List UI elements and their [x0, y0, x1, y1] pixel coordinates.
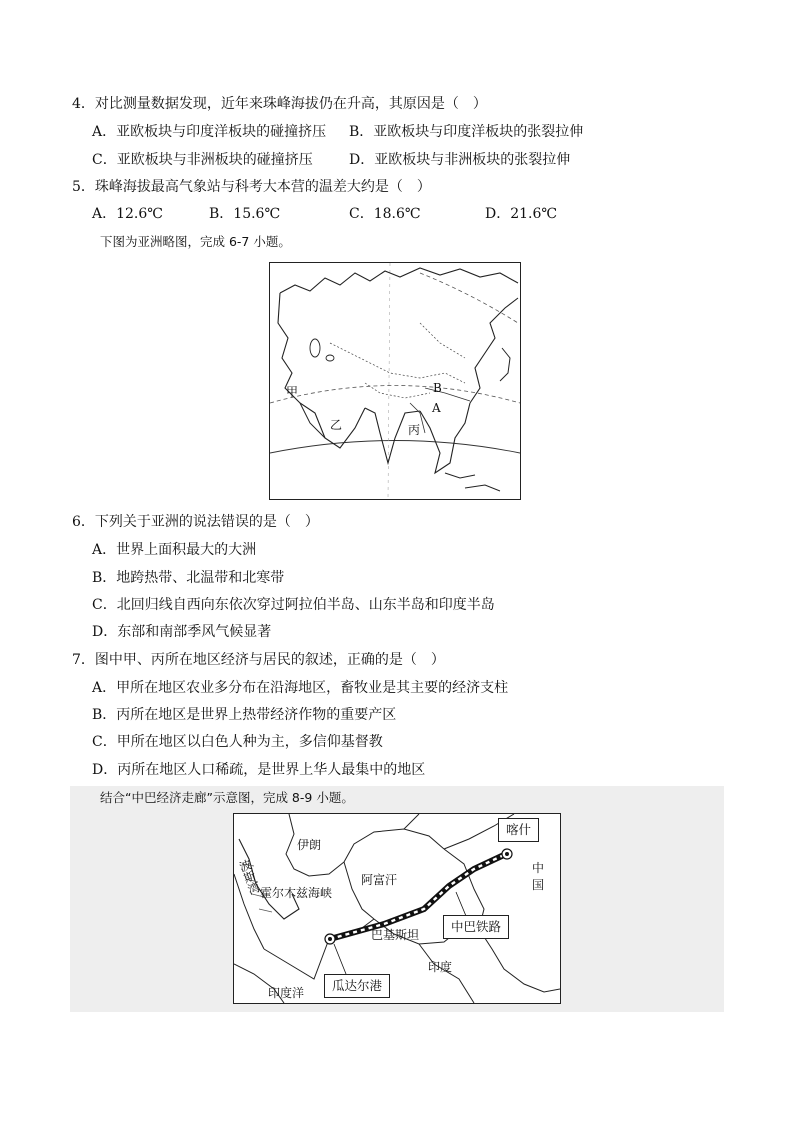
question-5-option-a: A．12.6℃ — [92, 206, 163, 222]
asia-map — [269, 262, 521, 500]
map-label-indian-ocean: 印度洋 — [268, 986, 305, 1000]
question-6-option-a: A．世界上面积最大的大洲 — [92, 542, 257, 558]
section-intro-asia: 下图为亚洲略图，完成 6-7 小题。 — [100, 234, 291, 249]
map-label-china-2: 国 — [532, 878, 545, 892]
map-label-gwadar: 瓜达尔港 — [324, 974, 390, 998]
asia-map-label-a: A — [432, 401, 441, 415]
asia-map-drawing — [270, 263, 520, 499]
corridor-map-drawing — [234, 814, 560, 1003]
map-label-persian-gulf: 波斯湾 — [236, 857, 262, 897]
question-6-option-c: C．北回归线自西向东依次穿过阿拉伯半岛、山东半岛和印度半岛 — [92, 597, 495, 613]
map-label-iran: 伊朗 — [297, 838, 322, 852]
asia-map-label-b: B — [433, 381, 442, 395]
question-5-option-d: D．21.6℃ — [485, 206, 558, 222]
question-6-option-b: B．地跨热带、北温带和北寒带 — [92, 570, 285, 586]
question-7-stem: 7．图中甲、丙所在地区经济与居民的叙述，正确的是（ ） — [72, 652, 445, 668]
map-label-afghanistan: 阿富汗 — [361, 873, 398, 887]
asia-map-label-jia: 甲 — [286, 385, 299, 399]
question-6-option-d: D．东部和南部季风气候显著 — [92, 624, 272, 640]
question-7-option-b: B．丙所在地区是世界上热带经济作物的重要产区 — [92, 707, 397, 723]
map-label-kashgar: 喀什 — [498, 818, 539, 842]
map-label-pakistan: 巴基斯坦 — [371, 928, 420, 942]
asia-map-label-yi: 乙 — [330, 418, 343, 432]
question-5-stem: 5．珠峰海拔最高气象站与科考大本营的温差大约是（ ） — [72, 179, 431, 195]
question-7-option-c: C．甲所在地区以白色人种为主，多信仰基督教 — [92, 734, 383, 750]
map-label-china-1: 中 — [532, 861, 545, 875]
question-7-option-d: D．丙所在地区人口稀疏，是世界上华人最集中的地区 — [92, 762, 426, 778]
asia-map-label-bing: 丙 — [408, 423, 421, 437]
question-4-option-a: A．亚欧板块与印度洋板块的碰撞挤压 — [92, 124, 327, 140]
question-4-option-b: B．亚欧板块与印度洋板块的张裂拉伸 — [349, 124, 584, 140]
map-label-railway: 中巴铁路 — [443, 915, 509, 939]
section-intro-corridor: 结合“中巴经济走廊”示意图，完成 8-9 小题。 — [100, 790, 354, 805]
map-label-india: 印度 — [428, 960, 453, 974]
question-4-option-d: D．亚欧板块与非洲板块的张裂拉伸 — [349, 152, 571, 168]
question-4-option-c: C．亚欧板块与非洲板块的碰撞挤压 — [92, 152, 313, 168]
question-7-option-a: A．甲所在地区农业多分布在沿海地区，畜牧业是其主要的经济支柱 — [92, 680, 509, 696]
question-5-option-c: C．18.6℃ — [349, 206, 421, 222]
map-label-hormuz: 霍尔木兹海峡 — [260, 886, 333, 900]
corridor-map — [233, 813, 561, 1004]
question-5-option-b: B．15.6℃ — [209, 206, 281, 222]
question-6-stem: 6．下列关于亚洲的说法错误的是（ ） — [72, 514, 319, 530]
question-4-stem: 4．对比测量数据发现，近年来珠峰海拔仍在升高，其原因是（ ） — [72, 96, 487, 112]
